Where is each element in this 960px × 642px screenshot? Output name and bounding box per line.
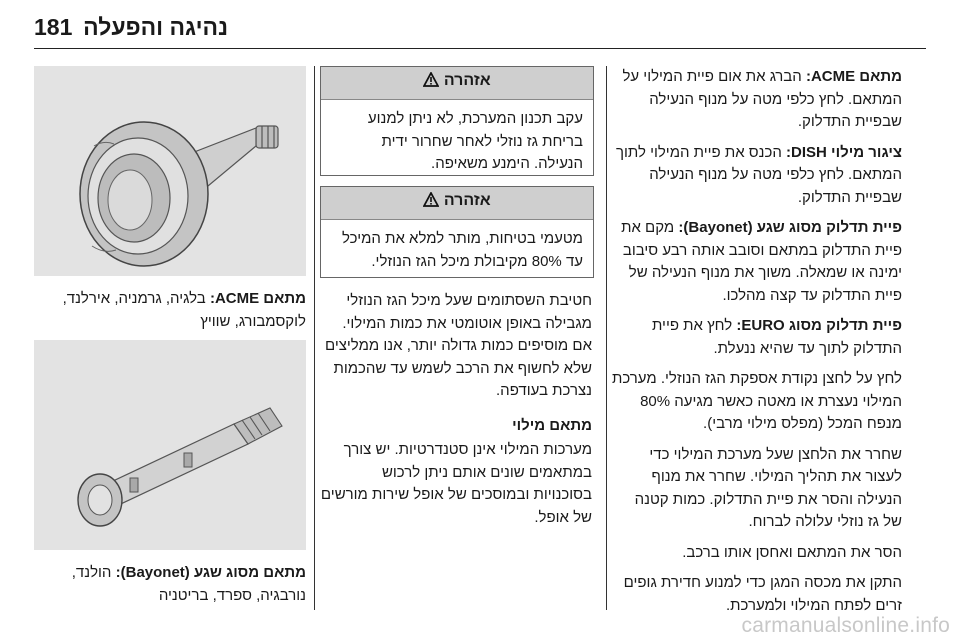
page-number: 181 — [34, 14, 73, 40]
warning-title: אזהרה — [443, 72, 491, 89]
protective-cap-paragraph: התקן את מכסה המגן כדי למנוע חדירת גופים זרים לפתח המילוי ולמערכת. — [623, 574, 902, 614]
column-divider-right — [606, 66, 607, 610]
warning-box-2 — [320, 186, 594, 278]
warning-header — [321, 187, 593, 220]
adapter-paragraph: מערכות המילוי אינן סטנדרטיות. יש צורך במתאמים שונים אותם ניתן לרכוש בסוכנויות ובמוסכים של אופל שירות מורשים של אופל. — [320, 441, 592, 526]
bayonet-adapter-illustration — [34, 340, 306, 550]
acme-caption: מתאם ACME: בלגיה, גרמניה, אירלנד, לוקסמבורג, שוויץ — [62, 290, 306, 330]
dish-instruction: ציגור מילוי DISH: הכנס את פיית המילוי לתוך המתאם. לחץ כלפי מטה על מנוף הנעילה שבפיית התדלוק. — [615, 143, 902, 206]
valve-paragraph: חטיבת השסתומים שעל מיכל הגז הנוזלי מגבילה באופן אוטומטי את כמות המילוי. אם מוסיפים כמות גדולה יותר, אנו ממליצים שלא לחשוף את הרכב לשמש עד שהכמות נצרכת בעודפה. — [324, 292, 592, 399]
bayonet-caption: מתאם מסוג שגע (Bayonet): הולנד, נורבגיה, ספרד, בריטניה — [71, 564, 306, 604]
euro-instruction: פיית תדלוק מסוג EURO: לחץ את פיית התדלוק לתוך עד שהיא ננעלת. — [651, 317, 902, 357]
adapter-heading: מתאם מילוי — [512, 416, 592, 434]
warning-title: אזהרה — [443, 192, 491, 209]
warning-box-1 — [320, 66, 594, 176]
column-divider-left — [314, 66, 315, 610]
acme-adapter-illustration — [34, 66, 306, 276]
header-rule — [34, 48, 926, 49]
bayonet-instruction: פיית תדלוק מסוג שגע (Bayonet): מקם את פיית התדלוק במתאם וסובב אותה רבע סיבוב ימינה או שמאלה. משוך את מנוף הנעילה של פיית התדלוק עד קצה מהלכו. — [621, 219, 902, 304]
right-column — [612, 66, 902, 617]
fill-paragraph: לחץ על לחצן נקודת אספקת הגז הנוזלי. מערכת המילוי נעצרת או מאטה כאשר מגיעה 80% מנפח המכל (מפלס מילוי מרבי). — [612, 370, 902, 432]
chapter-title: נהיגה והפעלה — [83, 14, 228, 40]
warning-triangle-icon — [423, 192, 439, 207]
warning-text: מטעמי בטיחות, מותר למלא את המיכל עד 80% מקיבולת מיכל הגז הנוזלי. — [342, 230, 583, 270]
warning-triangle-icon — [423, 72, 439, 87]
page-header — [0, 0, 960, 56]
middle-column-text — [320, 290, 592, 529]
release-paragraph: שחרר את הלחצן שעל מערכת המילוי כדי לעצור את תהליך המילוי. שחרר את מנוף הנעילה והסר את פיית התדלוק. כמות קטנה של גז נוזלי עלולה לברוח. — [634, 445, 902, 530]
bayonet-adapter-image — [34, 340, 306, 550]
acme-adapter-image — [34, 66, 306, 276]
warning-text: עקב תכנון המערכת, לא ניתן למנוע בריחת גז נוזלי לאחר שחרור ידית הנעילה. הימנע משאיפה. — [367, 110, 583, 172]
remove-adapter-paragraph: הסר את המתאם ואחסן אותו ברכב. — [682, 543, 902, 561]
watermark: carmanualsonline.info — [741, 614, 950, 637]
acme-instruction: מתאם ACME: הברג את אום פיית המילוי על המתאם. לחץ כלפי מטה על מנוף הנעילה שבפיית התדלוק. — [622, 68, 902, 130]
warning-header — [321, 67, 593, 100]
